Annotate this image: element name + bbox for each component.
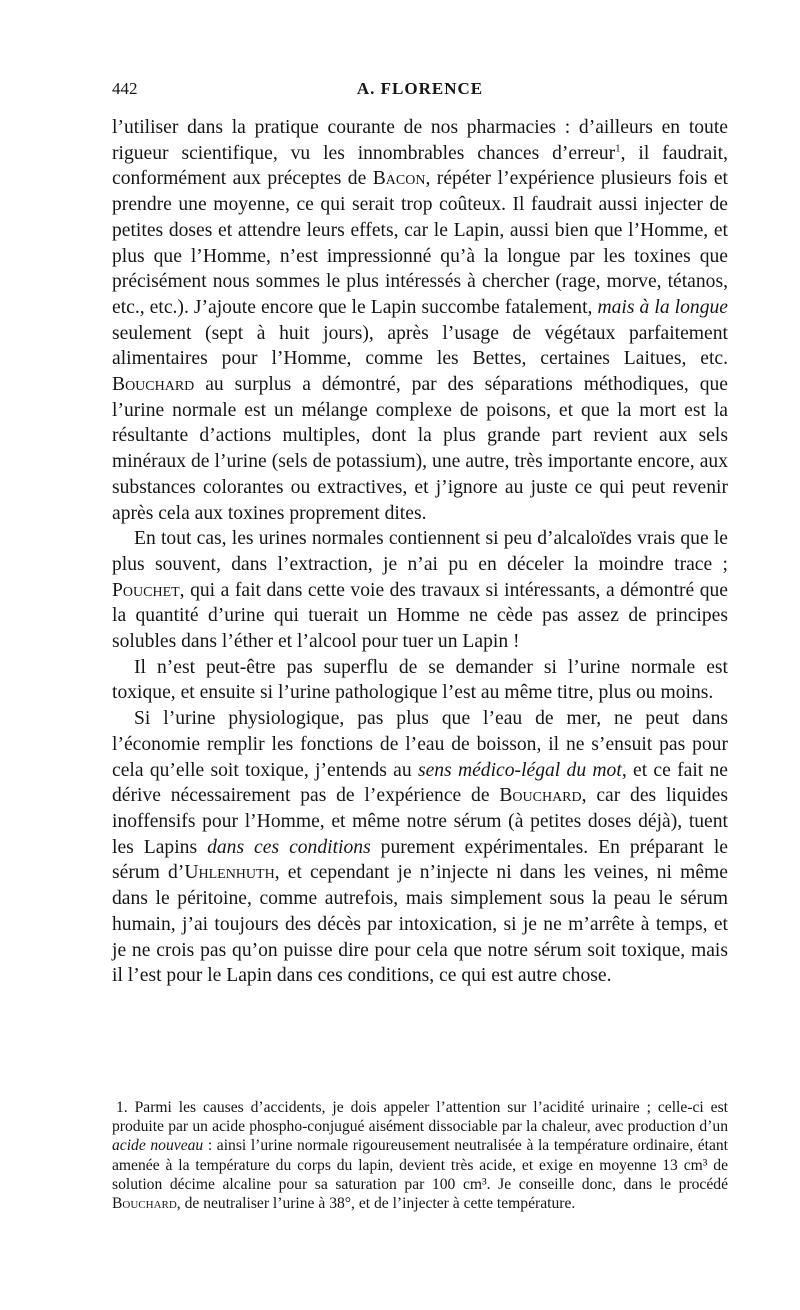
- italic-phrase: sens médico-légal du mot: [417, 759, 622, 781]
- paragraph-4: [112, 706, 728, 989]
- footnote-text-c: , de neutraliser l’urine à 38°, et de l’injecter à cette température.: [176, 1195, 576, 1213]
- running-head: A. FLORENCE: [356, 79, 484, 98]
- paragraph-2-text-a: En tout cas, les urines normales contiennent si peu d’alcaloïdes vrais que le plus souvent, dans l’extraction, je n’ai pu en déceler la moindre trace ;: [112, 528, 728, 575]
- paragraph-2: [112, 526, 728, 655]
- paragraph-4-text-b: , et ce fait ne dérive nécessairement pas de l’expérience de: [112, 759, 728, 807]
- page-number: 442: [112, 79, 138, 98]
- paragraph-1-text-c: , répéter l’expérience plusieurs fois et prendre une moyenne, ce qui serait trop coûteux. Il faudrait aussi injecter de petites doses et attendre leurs effets, car le Lapin, aussi bien que l’Homme, et plus que l’Homme, n’est impressionné qu’à la longue par les toxines que précisément nous sommes le plus intéressés à chercher (rage, morve, tétanos, etc., etc.). J’ajoute encore que le Lapin succombe fatalement,: [112, 168, 728, 318]
- paragraph-4-text-e: , et cependant je n’injecte ni dans les veines, ni même dans le péritoine, comme autrefois, mais simplement sous la peau le sérum humain, j’ai toujours des décès par intoxication, si je ne m’arrête à temps, et je ne crois pas qu’on puisse dire pour cela que notre sérum soit toxique, mais il l’est pour le Lapin dans ces conditions, ce qui est autre chose.: [112, 862, 728, 987]
- paragraph-4-text-a: Si l’urine physiologique, pas plus que l’eau de mer, ne peut dans l’économie remplir les fonctions de l’eau de boisson, il ne s’ensuit pas pour cela qu’elle soit toxique, j’entends au: [112, 708, 728, 781]
- footnote-1: [112, 1098, 728, 1213]
- paragraph-1-text-e: au surplus a démontré, par des séparations méthodiques, que l’urine normale est un mélange complexe de poisons, et que la mort est la résultante d’actions multiples, dont la plus grande part revient aux sels minéraux de l’urine (sels de potassium), une autre, très importante encore, aux substances colorantes ou extractives, et j’ignore au juste ce qui peut revenir après cela aux toxines proprement dites.: [112, 374, 728, 524]
- italic-phrase: mais à la longue: [597, 296, 728, 318]
- italic-phrase: dans ces conditions: [207, 836, 371, 858]
- author-name-bouchard: Bouchard: [112, 1195, 177, 1213]
- paragraph-2-text-b: , qui a fait dans cette voie des travaux si intéressants, a démontré que la quantité d’urine qui tuerait un Homme ne cède pas assez de principes solubles dans l’éther et l’alcool pour tuer un Lapin !: [112, 579, 728, 653]
- author-name-bouchard: Bouchard: [499, 785, 582, 807]
- italic-phrase: acide nouveau: [112, 1137, 204, 1155]
- paragraph-4-text-d: purement expérimentales. En préparant le sérum d’: [112, 836, 728, 884]
- footnote-text-a: 1. Parmi les causes d’accidents, je dois appeler l’attention sur l’acidité urinaire ; celle-ci est produite par un acide phospho-conjugué aisément dissociable par la chaleur, avec production d’un: [112, 1099, 728, 1136]
- body-text: [112, 115, 728, 989]
- paragraph-4-text-c: , car des liquides inoffensifs pour l’Homme, et même notre sérum (à petites doses déjà), tuent les Lapins: [112, 785, 728, 858]
- paragraph-1: [112, 115, 728, 526]
- footnote-reference: 1: [615, 142, 621, 155]
- paragraph-1-text-d: seulement (sept à huit jours), après l’usage de végétaux parfaitement alimentaires pour l’Homme, comme les Bettes, certaines Laitues, etc.: [112, 322, 728, 370]
- paragraph-1-text-b: , il faudrait, conformément aux préceptes de: [112, 142, 729, 190]
- paragraph-3: Il n’est peut-être pas superflu de se demander si l’urine normale est toxique, et ensuite si l’urine pathologique l’est au même titre, plus ou moins.: [112, 656, 728, 704]
- footnote-text-b: : ainsi l’urine normale rigoureusement neutralisée à la température ordinaire, étant amenée à la température du corps du lapin, devient très acide, et exige en moyenne 13 cm³ de solution décime alcaline pour sa saturation par 100 cm³. Je conseille donc, dans le procédé: [112, 1137, 729, 1193]
- page-header: [112, 79, 728, 103]
- author-name-bouchard: Bouchard: [112, 374, 195, 396]
- author-name-pouchet: Pouchet: [112, 579, 180, 601]
- author-name-uhlenhuth: Uhlenhuth: [184, 862, 275, 884]
- paragraph-1-text-a: l’utiliser dans la pratique courante de nos pharmacies : d’ailleurs en toute rigueur scientifique, vu les innombrables chances d’erreur: [112, 117, 728, 164]
- footnote: [112, 1098, 728, 1213]
- author-name-bacon: Bacon: [372, 168, 426, 190]
